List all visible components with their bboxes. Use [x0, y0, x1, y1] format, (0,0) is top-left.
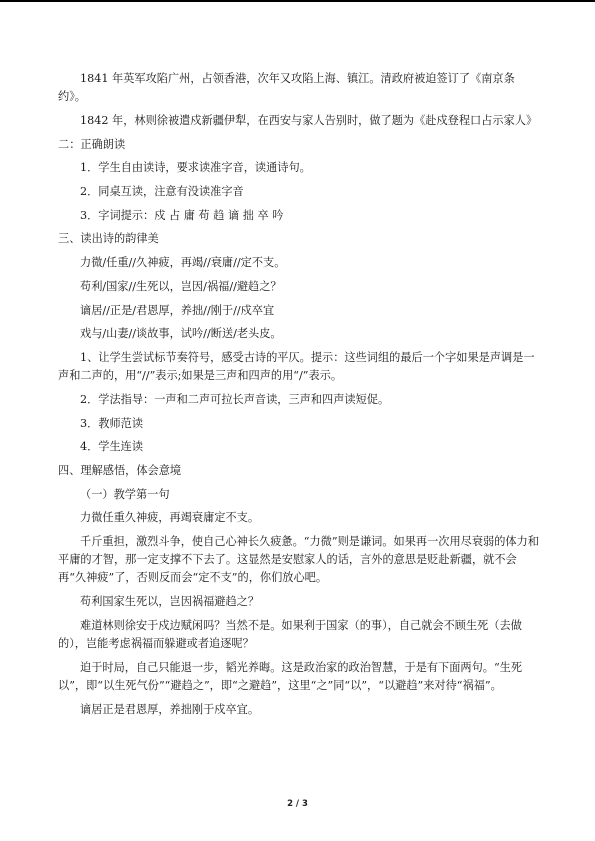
poem-line-2-rhythm: 苟利/国家//生死以，岂因/祸福//避趋之？	[80, 279, 282, 293]
rhythm-instruction-3: 3．教师范读	[80, 416, 144, 430]
paragraph-history-1841: 1841 年英军攻陷广州，占领香港，次年又攻陷上海、镇江。清政府被迫签订了《南京条约》。	[58, 72, 515, 104]
subsection-heading-first-line: （一）教学第一句	[80, 487, 170, 501]
poem-line-1-rhythm: 力微/任重//久神疲，再竭//衰庸//定不支。	[80, 256, 286, 270]
explanation-line-1: 千斤重担，激烈斗争，使自己心神长久疲惫。“力微”则是谦词。如果再一次用尽衰弱的体力和平庸的才智，那一定支撑不下去了。这显然是安慰家人的话，言外的意思是贬赴新疆，就不会再“久神疲”了，否则反而会“定不支”的，你们放心吧。	[58, 535, 539, 585]
paragraph-history-1842: 1842 年，林则徐被遣戍新疆伊犁，在西安与家人告别时，做了题为《赴戍登程口占示家人》	[80, 113, 538, 127]
document-body	[58, 70, 542, 724]
rhythm-instruction-2: 2．学法指导：一声和二声可拉长声音读，三声和四声读短促。	[80, 392, 390, 406]
list-item-word-hints: 3．字词提示：戍 占 庸 苟 趋 谪 拙 卒 吟	[80, 208, 284, 222]
section-heading-read-correctly: 二：正确朗读	[58, 137, 126, 151]
poem-line-2: 苟利国家生死以，岂因祸福避趋之？	[80, 595, 260, 609]
explanation-line-2: 难道林则徐安于戍边赋闲吗？当然不是。如果利于国家（的事），自己就会不顾生死（去做的），岂能考虑祸福而躲避或者追逐呢？	[58, 618, 522, 651]
list-item-free-reading: 1．学生自由读诗，要求读准字音，读通诗句。	[80, 161, 311, 175]
rhythm-instruction-4: 4．学生连读	[80, 440, 144, 454]
rhythm-instruction-1: 1、让学生尝试标节奏符号，感受古诗的平仄。提示：这些词组的最后一个字如果是声调是一声和二声的，用“//”表示;如果是三声和四声的用“/”表示。	[58, 350, 535, 383]
poem-line-1: 力微任重久神疲，再竭衰庸定不支。	[80, 511, 260, 525]
top-rule	[0, 0, 595, 2]
poem-line-3-rhythm: 谪居//正是/君恩厚，养拙//刚于//戍卒宜	[80, 303, 275, 317]
section-heading-rhythm: 三、读出诗的韵律美	[58, 232, 159, 246]
page-number: 2 / 3	[287, 799, 308, 809]
list-item-pair-reading: 2．同桌互读，注意有没读准字音	[80, 185, 244, 199]
poem-line-3: 谪居正是君恩厚，养拙刚于戍卒宜。	[80, 702, 260, 716]
section-heading-understanding: 四、理解感悟，体会意境	[58, 463, 182, 477]
explanation-line-2-continued: 迫于时局，自己只能退一步，韬光养晦。这是政治家的政治智慧，于是有下面两句。“生死以”，即“以生死气份”“避趋之”，即“之避趋”，这里“之”同“以”，“以避趋”来对待“祸福”。	[58, 660, 523, 692]
poem-line-4-rhythm: 戏与/山妻//谈故事，试吟//断送/老头皮。	[80, 327, 282, 341]
